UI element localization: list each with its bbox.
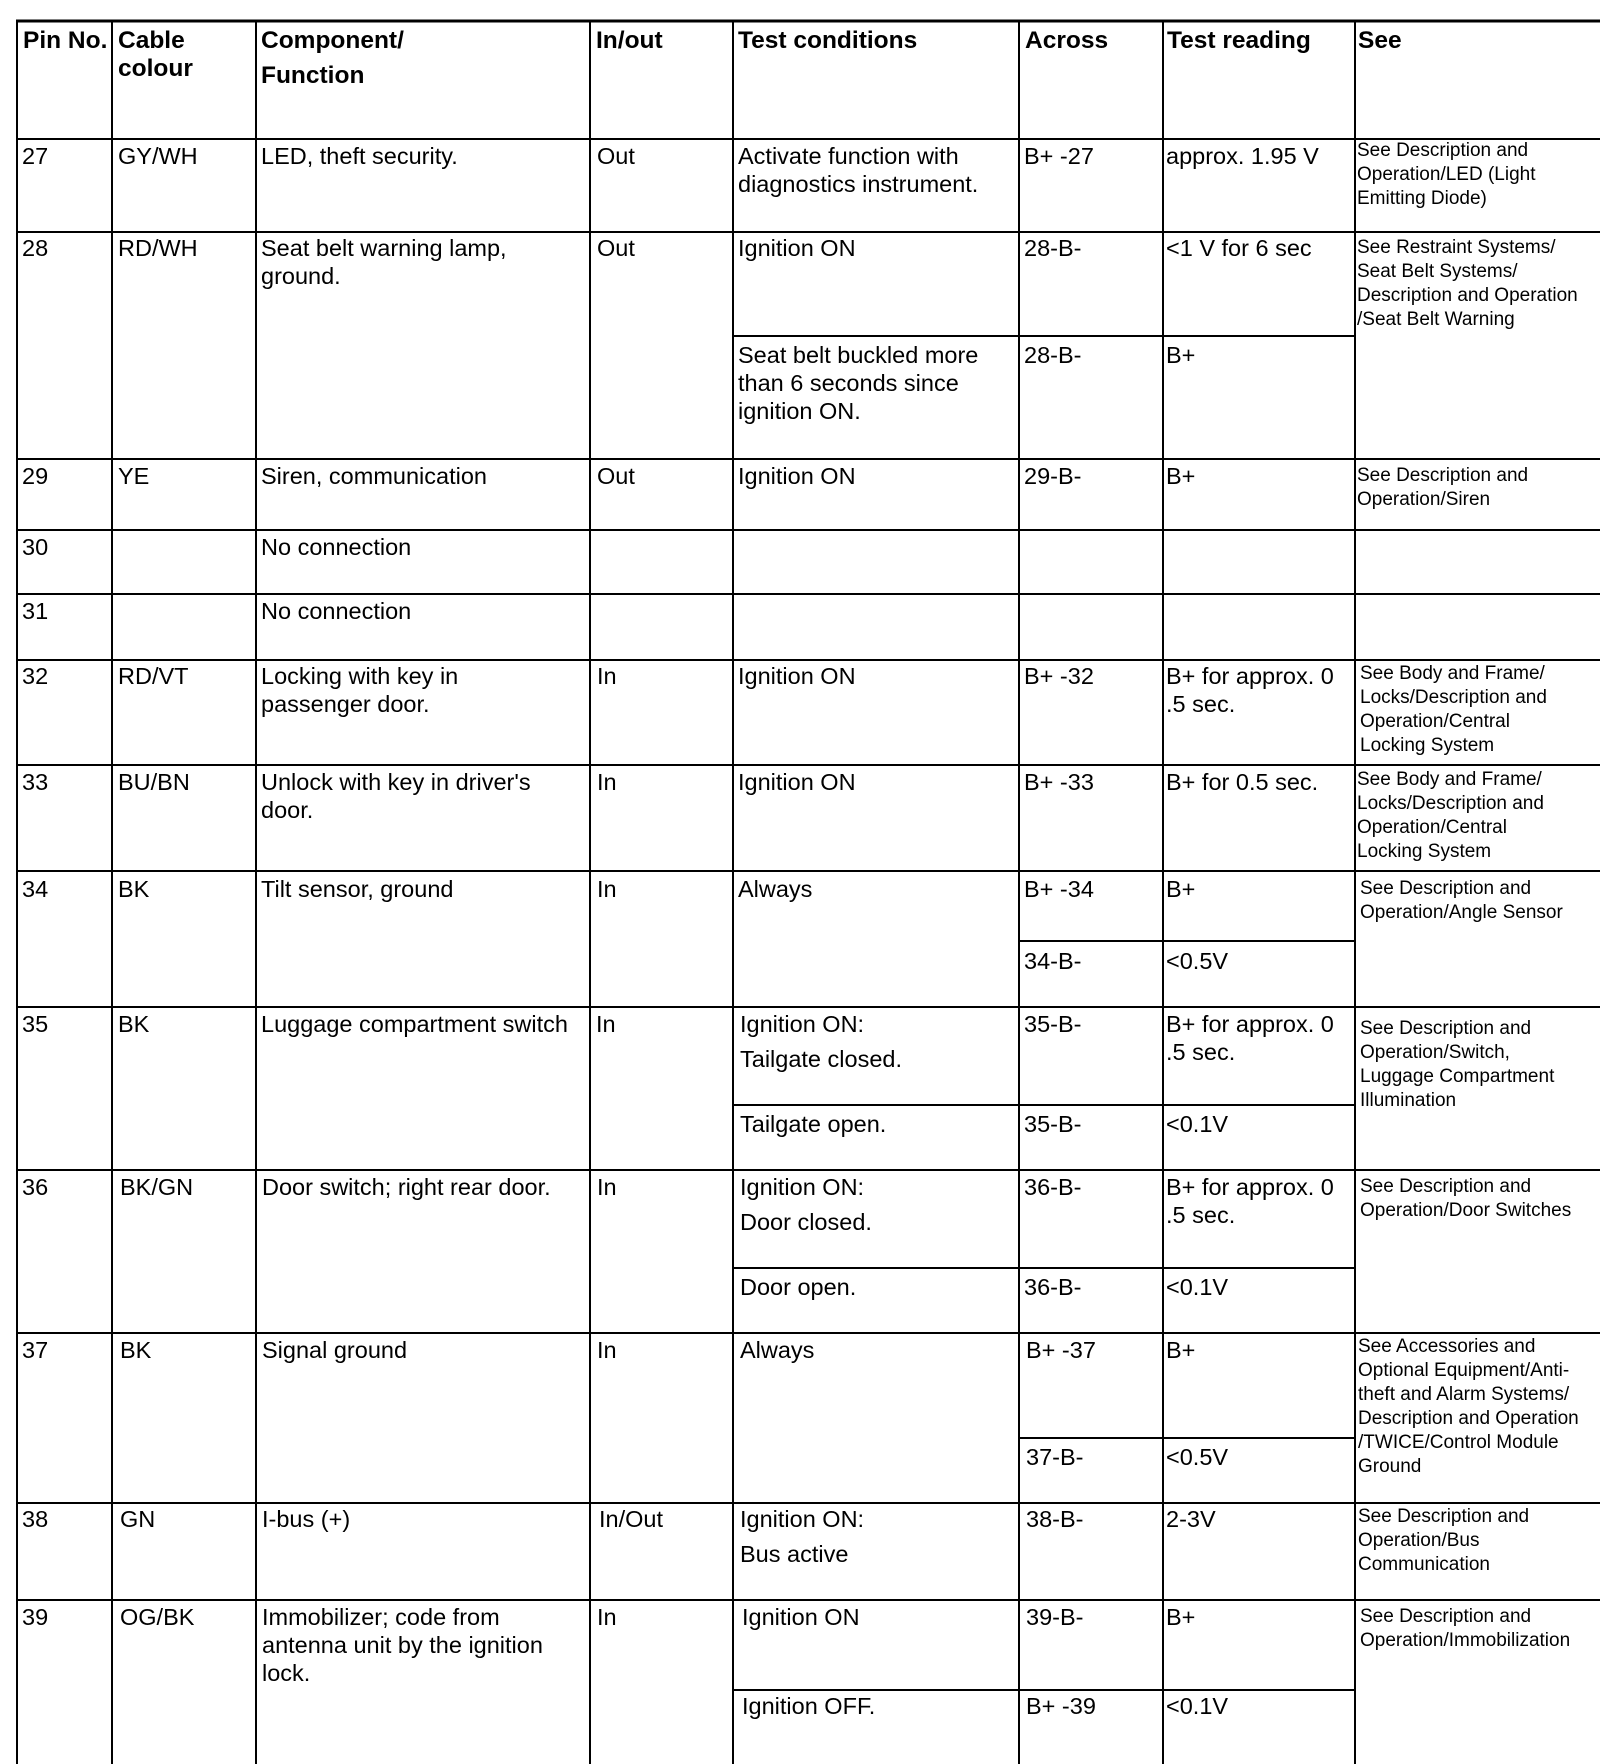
reading-cell: approx. 1.95 V xyxy=(1166,143,1319,169)
reading-cell: <0.1V xyxy=(1166,1274,1229,1300)
across-cell: 35-B- xyxy=(1024,1111,1082,1137)
see-cell: See Description and xyxy=(1357,465,1529,486)
condition-cell: Always xyxy=(738,876,813,902)
across-cell: 35-B- xyxy=(1024,1011,1082,1037)
see-cell: See Description and xyxy=(1358,1506,1530,1527)
cable-cell: BK xyxy=(118,876,150,902)
pin-cell: 35 xyxy=(22,1011,49,1037)
reading-cell: <0.1V xyxy=(1166,1693,1229,1719)
see-cell: See Description and xyxy=(1360,878,1532,899)
pin-cell: 28 xyxy=(22,235,49,261)
across-cell: 39-B- xyxy=(1026,1604,1084,1630)
across-cell: B+ -34 xyxy=(1024,876,1094,902)
condition-cell: Tailgate open. xyxy=(740,1111,887,1137)
see-cell: Operation/Central xyxy=(1360,711,1510,732)
condition-cell: Always xyxy=(740,1337,815,1363)
see-cell: Luggage Compartment xyxy=(1360,1066,1555,1087)
reading-cell: B+ xyxy=(1166,1604,1196,1630)
see-cell: Operation/Switch, xyxy=(1360,1042,1510,1063)
see-cell: /TWICE/Control Module xyxy=(1358,1432,1559,1453)
reading-cell: B+ xyxy=(1166,342,1196,368)
reading-cell: <0.5V xyxy=(1166,948,1229,974)
condition-cell: Door closed. xyxy=(740,1209,872,1235)
component-cell: No connection xyxy=(261,598,412,624)
see-cell: Operation/Bus xyxy=(1358,1530,1480,1551)
across-cell: 38-B- xyxy=(1026,1506,1084,1532)
reading-cell: <0.5V xyxy=(1166,1444,1229,1470)
see-cell: See Body and Frame/ xyxy=(1357,769,1542,790)
condition-cell: Activate function with xyxy=(738,143,959,169)
condition-cell: Ignition ON: xyxy=(740,1174,865,1200)
inout-cell: In xyxy=(597,876,617,902)
reading-cell: B+ xyxy=(1166,463,1196,489)
see-cell: /Seat Belt Warning xyxy=(1357,309,1515,330)
see-cell: Ground xyxy=(1358,1456,1422,1477)
inout-cell: In xyxy=(596,1011,616,1037)
header-pin: Pin No. xyxy=(23,27,108,54)
see-cell: Operation/Central xyxy=(1357,817,1507,838)
see-cell: See Description and xyxy=(1360,1176,1532,1197)
component-cell: I-bus (+) xyxy=(262,1506,351,1532)
see-cell: Locks/Description and xyxy=(1360,687,1547,708)
cable-cell: YE xyxy=(118,463,150,489)
condition-cell: Ignition ON xyxy=(738,463,856,489)
header-component-1: Component/ xyxy=(261,27,404,54)
pin-cell: 32 xyxy=(22,663,49,689)
reading-cell: B+ for approx. 0 xyxy=(1166,663,1334,689)
condition-cell: Ignition ON xyxy=(738,769,856,795)
across-cell: B+ -39 xyxy=(1026,1693,1096,1719)
condition-cell: Ignition ON xyxy=(738,663,856,689)
header-inout: In/out xyxy=(596,27,663,54)
condition-cell: Ignition ON: xyxy=(740,1506,865,1532)
condition-cell: Ignition ON: xyxy=(740,1011,865,1037)
reading-cell: <0.1V xyxy=(1166,1111,1229,1137)
inout-cell: In xyxy=(597,1604,617,1630)
header-cable-1: Cable xyxy=(118,27,185,54)
reading-cell: B+ xyxy=(1166,876,1196,902)
condition-cell: Tailgate closed. xyxy=(740,1046,902,1072)
inout-cell: In xyxy=(597,1174,617,1200)
see-cell: Locks/Description and xyxy=(1357,793,1544,814)
component-cell: Siren, communication xyxy=(261,463,487,489)
component-cell: No connection xyxy=(261,534,412,560)
see-cell: Locking System xyxy=(1360,735,1495,756)
cable-cell: BK xyxy=(120,1337,152,1363)
component-cell: Door switch; right rear door. xyxy=(262,1174,551,1200)
cable-cell: RD/VT xyxy=(118,663,189,689)
see-cell: Operation/Door Switches xyxy=(1360,1200,1572,1221)
across-cell: B+ -37 xyxy=(1026,1337,1096,1363)
cable-cell: BK xyxy=(118,1011,150,1037)
across-cell: 36-B- xyxy=(1024,1274,1082,1300)
reading-cell: 2-3V xyxy=(1166,1506,1216,1532)
header-across: Across xyxy=(1025,27,1109,54)
pin-cell: 31 xyxy=(22,598,49,624)
pin-cell: 33 xyxy=(22,769,49,795)
see-cell: Description and Operation xyxy=(1358,1408,1579,1429)
see-cell: Optional Equipment/Anti- xyxy=(1358,1360,1570,1381)
across-cell: 34-B- xyxy=(1024,948,1082,974)
reading-cell: .5 sec. xyxy=(1166,691,1236,717)
across-cell: 37-B- xyxy=(1026,1444,1084,1470)
component-cell: antenna unit by the ignition xyxy=(262,1632,543,1658)
pin-cell: 34 xyxy=(22,876,49,902)
across-cell: B+ -32 xyxy=(1024,663,1094,689)
cable-cell: GN xyxy=(120,1506,156,1532)
across-cell: 28-B- xyxy=(1024,342,1082,368)
see-cell: See Restraint Systems/ xyxy=(1357,237,1556,258)
reading-cell: B+ for approx. 0 xyxy=(1166,1174,1334,1200)
across-cell: B+ -33 xyxy=(1024,769,1094,795)
see-cell: See Body and Frame/ xyxy=(1360,663,1545,684)
cable-cell: BK/GN xyxy=(120,1174,194,1200)
reading-cell: B+ for 0.5 sec. xyxy=(1166,769,1319,795)
component-cell: ground. xyxy=(261,263,341,289)
see-cell: See Description and xyxy=(1357,140,1529,161)
component-cell: Tilt sensor, ground xyxy=(261,876,454,902)
pin-cell: 38 xyxy=(22,1506,49,1532)
component-cell: Luggage compartment switch xyxy=(261,1011,568,1037)
pin-cell: 37 xyxy=(22,1337,49,1363)
component-cell: door. xyxy=(261,797,314,823)
header-component-2: Function xyxy=(261,62,365,89)
condition-cell: ignition ON. xyxy=(738,398,861,424)
see-cell: Operation/Angle Sensor xyxy=(1360,902,1563,923)
reading-cell: .5 sec. xyxy=(1166,1202,1236,1228)
component-cell: passenger door. xyxy=(261,691,430,717)
cable-cell: RD/WH xyxy=(118,235,198,261)
component-cell: Seat belt warning lamp, xyxy=(261,235,507,261)
header-test-conditions: Test conditions xyxy=(738,27,918,54)
component-cell: Locking with key in xyxy=(261,663,459,689)
inout-cell: In xyxy=(597,769,617,795)
see-cell: theft and Alarm Systems/ xyxy=(1358,1384,1570,1405)
inout-cell: In/Out xyxy=(599,1506,664,1532)
reading-cell: <1 V for 6 sec xyxy=(1166,235,1312,261)
condition-cell: than 6 seconds since xyxy=(738,370,959,396)
see-cell: Seat Belt Systems/ xyxy=(1357,261,1518,282)
pin-cell: 36 xyxy=(22,1174,49,1200)
see-cell: See Description and xyxy=(1360,1606,1532,1627)
cable-cell: GY/WH xyxy=(118,143,198,169)
see-cell: Illumination xyxy=(1360,1090,1457,1111)
header-test-reading: Test reading xyxy=(1167,27,1311,54)
inout-cell: In xyxy=(597,663,617,689)
component-cell: Unlock with key in driver's xyxy=(261,769,531,795)
see-cell: Communication xyxy=(1358,1554,1490,1575)
see-cell: See Accessories and xyxy=(1358,1336,1536,1357)
see-cell: Description and Operation xyxy=(1357,285,1578,306)
condition-cell: Ignition ON xyxy=(738,235,856,261)
condition-cell: Ignition ON xyxy=(742,1604,860,1630)
across-cell: 29-B- xyxy=(1024,463,1082,489)
pin-cell: 30 xyxy=(22,534,49,560)
inout-cell: Out xyxy=(597,143,635,169)
see-cell: Operation/Siren xyxy=(1357,489,1491,510)
across-cell: 28-B- xyxy=(1024,235,1082,261)
inout-cell: In xyxy=(597,1337,617,1363)
see-cell: Operation/LED (Light xyxy=(1357,164,1536,185)
pin-cell: 27 xyxy=(22,143,49,169)
see-cell: Emitting Diode) xyxy=(1357,188,1487,209)
inout-cell: Out xyxy=(597,463,635,489)
condition-cell: Seat belt buckled more xyxy=(738,342,979,368)
reading-cell: .5 sec. xyxy=(1166,1039,1236,1065)
header-see: See xyxy=(1358,27,1402,54)
cable-cell: BU/BN xyxy=(118,769,190,795)
see-cell: Operation/Immobilization xyxy=(1360,1630,1571,1651)
across-cell: 36-B- xyxy=(1024,1174,1082,1200)
condition-cell: Door open. xyxy=(740,1274,857,1300)
pin-cell: 29 xyxy=(22,463,49,489)
see-cell: Locking System xyxy=(1357,841,1492,862)
reading-cell: B+ for approx. 0 xyxy=(1166,1011,1334,1037)
header-cable-2: colour xyxy=(118,55,193,82)
see-cell: See Description and xyxy=(1360,1018,1532,1039)
component-cell: Immobilizer; code from xyxy=(262,1604,500,1630)
component-cell: lock. xyxy=(262,1660,311,1686)
condition-cell: Bus active xyxy=(740,1541,849,1567)
across-cell: B+ -27 xyxy=(1024,143,1094,169)
condition-cell: diagnostics instrument. xyxy=(738,171,979,197)
pin-cell: 39 xyxy=(22,1604,49,1630)
reading-cell: B+ xyxy=(1166,1337,1196,1363)
component-cell: Signal ground xyxy=(262,1337,408,1363)
cable-cell: OG/BK xyxy=(120,1604,195,1630)
component-cell: LED, theft security. xyxy=(261,143,458,169)
condition-cell: Ignition OFF. xyxy=(742,1693,876,1719)
inout-cell: Out xyxy=(597,235,635,261)
